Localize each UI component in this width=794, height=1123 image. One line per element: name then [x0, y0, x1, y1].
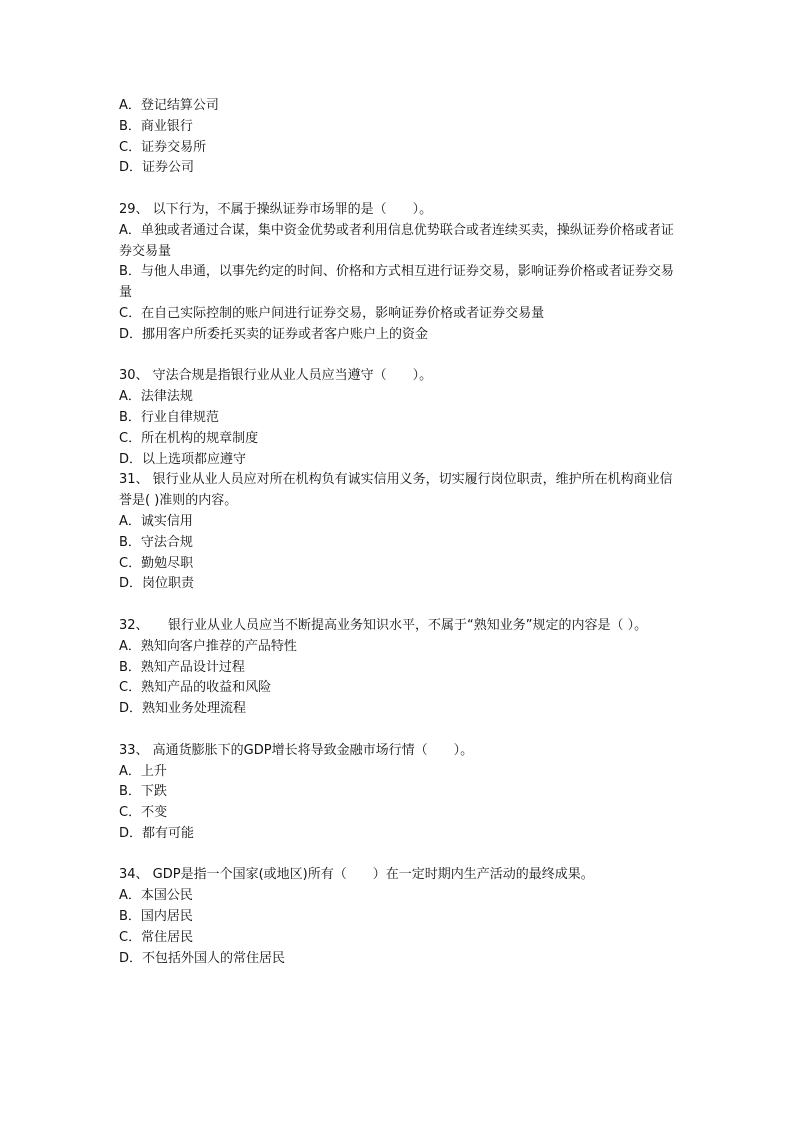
- option-a: A．上升: [119, 763, 167, 779]
- question-block-32: [119, 616, 679, 720]
- option-a: A．诚实信用: [119, 513, 193, 529]
- option-d: D．证券公司: [119, 160, 195, 176]
- question-block-34: [119, 865, 679, 969]
- option-a: A．本国公民: [119, 888, 193, 904]
- question-stem: 33、 高通货膨胀下的GDP增长将导致金融市场行情（ ）。: [119, 742, 474, 758]
- option-b: B．行业自律规范: [119, 409, 219, 425]
- option-d: D．都有可能: [119, 825, 195, 841]
- option-c: C．在自己实际控制的账户间进行证券交易，影响证券价格或者证券交易量: [119, 305, 545, 321]
- option-c: C．常住居民: [119, 929, 194, 945]
- option-d: D．不包括外国人的常住居民: [119, 950, 286, 966]
- option-c: C．证券交易所: [119, 139, 207, 155]
- spacer: [119, 179, 679, 200]
- option-a: A．单独或者通过合谋，集中资金优势或者利用信息优势联合或者连续买卖，操纵证券价格或者证券交易量: [119, 222, 674, 259]
- option-b: B．商业银行: [119, 118, 193, 134]
- question-block-29: [119, 200, 679, 346]
- option-a: A．法律法规: [119, 389, 193, 405]
- spacer: [119, 720, 679, 741]
- question-block-28: [119, 96, 679, 179]
- question-stem: 32、 银行业从业人员应当不断提高业务知识水平，不属于“熟知业务”规定的内容是（ ）。: [119, 617, 648, 633]
- option-c: C．勤勉尽职: [119, 555, 194, 571]
- option-b: B．国内居民: [119, 909, 193, 925]
- question-block-33: [119, 741, 679, 845]
- spacer: [119, 595, 679, 616]
- question-block-30: [119, 366, 679, 470]
- question-stem: 29、 以下行为，不属于操纵证券市场罪的是（ ）。: [119, 201, 433, 217]
- option-d: D．挪用客户所委托买卖的证券或者客户账户上的资金: [119, 326, 429, 342]
- option-a: A．登记结算公司: [119, 98, 219, 113]
- spacer: [119, 845, 679, 866]
- exam-content: [119, 96, 679, 969]
- option-b: B．下跌: [119, 784, 167, 800]
- option-b: B．熟知产品设计过程: [119, 659, 245, 675]
- question-stem: 31、 银行业从业人员应对所在机构负有诚实信用义务，切实履行岗位职责，维护所在机构商业信誉是( )准则的内容。: [119, 472, 673, 509]
- option-a: A．熟知向客户推荐的产品特性: [119, 638, 297, 654]
- option-d: D．熟知业务处理流程: [119, 701, 247, 717]
- option-b: B．守法合规: [119, 534, 193, 550]
- option-c: C．熟知产品的收益和风险: [119, 680, 272, 696]
- spacer: [119, 346, 679, 367]
- question-stem: 34、 GDP是指一个国家(或地区)所有（ ）在一定时期内生产活动的最终成果。: [119, 867, 594, 883]
- option-d: D．以上选项都应遵守: [119, 451, 247, 467]
- option-c: C．不变: [119, 805, 168, 821]
- option-d: D．岗位职责: [119, 576, 195, 592]
- question-block-31: [119, 470, 679, 595]
- question-stem: 30、 守法合规是指银行业从业人员应当遵守（ ）。: [119, 368, 433, 384]
- option-c: C．所在机构的规章制度: [119, 430, 259, 446]
- option-b: B．与他人串通，以事先约定的时间、价格和方式相互进行证券交易，影响证券价格或者证券交易量: [119, 264, 674, 301]
